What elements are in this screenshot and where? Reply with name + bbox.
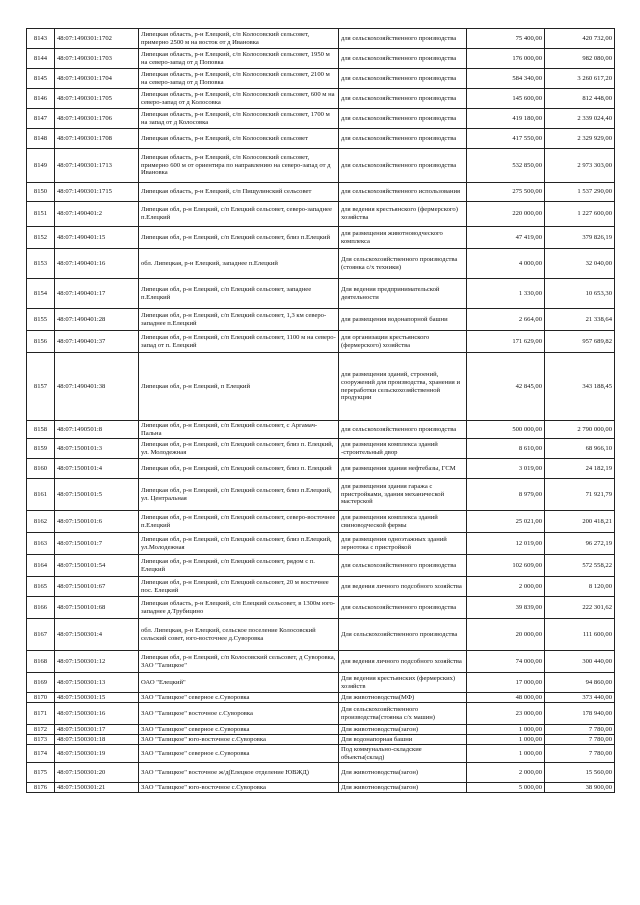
area-value-cell: 23 000,00 [467,703,545,725]
row-number-cell: 8171 [27,703,55,725]
permitted-use-cell: для ведения крестьянского (фермерского) хозяйства [339,202,467,227]
permitted-use-cell: Для животноводства(загон) [339,725,467,735]
table-row [27,533,615,555]
cadastral-number-cell: 48:07:1500101:4 [55,459,139,479]
address-cell: Липецкая обл, р-н Елецкий, с/п Елецкий сельсовет, с Аргамач-Пальна [139,421,339,439]
cadastral-number-cell: 48:07:1500301:20 [55,763,139,783]
cadastral-cost-cell: 24 182,19 [545,459,615,479]
address-cell: Липецкая область, р-н Елецкий, с/п Колосовский сельсовет, 600 м на северо-запад от д Колосовка [139,89,339,109]
row-number-cell: 8170 [27,693,55,703]
cadastral-cost-cell: 200 418,21 [545,511,615,533]
area-value-cell: 8 979,00 [467,479,545,511]
cadastral-cost-cell: 94 860,00 [545,673,615,693]
address-cell: Липецкая обл, р-н Елецкий, с/п Елецкий сельсовет, рядом с п. Елецкий [139,555,339,577]
table-row [27,69,615,89]
permitted-use-cell: для сельскохозяйственного производства [339,555,467,577]
permitted-use-cell: для организации крестьянского (фермерского) хозяйства [339,331,467,353]
area-value-cell: 47 419,00 [467,227,545,249]
area-value-cell: 42 845,00 [467,353,545,421]
cadastral-cost-cell: 15 560,00 [545,763,615,783]
permitted-use-cell: Для животноводства(загон) [339,763,467,783]
permitted-use-cell: Для сельскохозяйственного производства (стоянка с/х техники) [339,249,467,279]
address-cell: Липецкая обл, р-н Елецкий, с/п Елецкий сельсовет, северо-западнее п.Елецкий [139,202,339,227]
cadastral-cost-cell: 2 339 024,40 [545,109,615,129]
row-number-cell: 8165 [27,577,55,597]
area-value-cell: 1 000,00 [467,725,545,735]
cadastral-cost-cell: 71 921,79 [545,479,615,511]
cadastral-cost-cell: 2 329 929,00 [545,129,615,149]
address-cell: обл. Липецкая, р-н Елецкий, сельское поселение Колосовский сельский совет, юго-восточнее д.Суворовка [139,619,339,651]
permitted-use-cell: для ведения личного подсобного хозяйства [339,651,467,673]
area-value-cell: 500 000,00 [467,421,545,439]
permitted-use-cell: для размещения животноводческого комплекса [339,227,467,249]
address-cell: Липецкая обл, р-н Елецкий, с/п Елецкий сельсовет, близ п. Елецкий, ул. Молодежная [139,439,339,459]
table-row [27,353,615,421]
cadastral-cost-cell: 2 973 303,00 [545,149,615,183]
cadastral-cost-cell: 343 188,45 [545,353,615,421]
permitted-use-cell: для размещения зданий, строений, сооружений для производства, хранения и переработки сельскохозяйственной продукции [339,353,467,421]
table-row [27,511,615,533]
row-number-cell: 8166 [27,597,55,619]
cadastral-cost-cell: 2 790 000,00 [545,421,615,439]
area-value-cell: 74 000,00 [467,651,545,673]
permitted-use-cell: для размещения здания гаража с пристройками, здания механической мастерской [339,479,467,511]
cadastral-number-cell: 48:07:1490301:1708 [55,129,139,149]
row-number-cell: 8176 [27,783,55,793]
cadastral-cost-cell: 21 338,64 [545,309,615,331]
row-number-cell: 8149 [27,149,55,183]
table-row [27,309,615,331]
permitted-use-cell: Для сельскохозяйственного производства [339,619,467,651]
permitted-use-cell: Для ведения предпринимательской деятельности [339,279,467,309]
table-row [27,651,615,673]
table-row [27,479,615,511]
cadastral-number-cell: 48:07:1500101:5 [55,479,139,511]
row-number-cell: 8159 [27,439,55,459]
table-row [27,183,615,202]
area-value-cell: 417 550,00 [467,129,545,149]
table-row [27,29,615,49]
row-number-cell: 8147 [27,109,55,129]
cadastral-number-cell: 48:07:1500301:15 [55,693,139,703]
table-row [27,49,615,69]
address-cell: Липецкая обл, р-н Елецкий, с/п Елецкий сельсовет, западнее п.Елецкий [139,279,339,309]
table-row [27,459,615,479]
address-cell: Липецкая обл, р-н Елецкий, с/п Елецкий сельсовет, северо-восточнее п.Елецкий [139,511,339,533]
address-cell: ЗАО "Талицкое" юго-восточное с.Суворовка [139,783,339,793]
area-value-cell: 20 000,00 [467,619,545,651]
table-row [27,149,615,183]
table-row [27,89,615,109]
cadastral-number-cell: 48:07:1500301:13 [55,673,139,693]
permitted-use-cell: для сельскохозяйственного производства [339,597,467,619]
area-value-cell: 12 019,00 [467,533,545,555]
address-cell: ОАО "Елецкий" [139,673,339,693]
address-cell: Липецкая обл, р-н Елецкий, с/п Елецкий сельсовет, близ п.Елецкий [139,227,339,249]
cadastral-cost-cell: 38 900,00 [545,783,615,793]
cadastral-number-cell: 48:07:1500301:21 [55,783,139,793]
permitted-use-cell: для сельскохозяйственного производства [339,29,467,49]
cadastral-cost-cell: 7 780,00 [545,745,615,763]
row-number-cell: 8157 [27,353,55,421]
cadastral-cost-cell: 300 440,00 [545,651,615,673]
table-row [27,703,615,725]
cadastral-number-cell: 48:07:1490401:28 [55,309,139,331]
table-row [27,129,615,149]
cadastral-number-cell: 48:07:1500101:54 [55,555,139,577]
permitted-use-cell: для сельскохозяйственного производства [339,421,467,439]
address-cell: Липецкая обл, р-н Елецкий, с/п Елецкий сельсовет, 1100 м на северо-запад от п. Елецкий [139,331,339,353]
permitted-use-cell: для размещения здания нефтебазы, ГСМ [339,459,467,479]
row-number-cell: 8150 [27,183,55,202]
address-cell: ЗАО "Талицкое" восточное с.Суворовка [139,703,339,725]
permitted-use-cell: Для животноводства(загон) [339,783,467,793]
row-number-cell: 8146 [27,89,55,109]
cadastral-cost-cell: 379 826,19 [545,227,615,249]
row-number-cell: 8154 [27,279,55,309]
area-value-cell: 2 000,00 [467,577,545,597]
address-cell: ЗАО "Талицкое" юго-восточное с.Суворовка [139,735,339,745]
area-value-cell: 48 000,00 [467,693,545,703]
cadastral-number-cell: 48:07:1500301:12 [55,651,139,673]
cadastral-number-cell: 48:07:1500101:68 [55,597,139,619]
row-number-cell: 8153 [27,249,55,279]
cadastral-number-cell: 48:07:1500301:4 [55,619,139,651]
address-cell: Липецкая обл, р-н Елецкий, с/п Колосовский сельсовет, д Суворовка, ЗАО "Талицкое" [139,651,339,673]
table-row [27,227,615,249]
address-cell: Липецкая область, р-н Елецкий, с/п Колосовский сельсовет [139,129,339,149]
cadastral-cost-cell: 373 440,00 [545,693,615,703]
area-value-cell: 2 664,00 [467,309,545,331]
row-number-cell: 8151 [27,202,55,227]
area-value-cell: 8 610,00 [467,439,545,459]
area-value-cell: 5 000,00 [467,783,545,793]
area-value-cell: 4 000,00 [467,249,545,279]
table-row [27,331,615,353]
cadastral-number-cell: 48:07:1490401:15 [55,227,139,249]
permitted-use-cell: для сельскохозяйственного производства [339,109,467,129]
permitted-use-cell: для размещения одноэтажных зданий зернотока с пристройкой [339,533,467,555]
cadastral-cost-cell: 3 260 617,20 [545,69,615,89]
cadastral-cost-cell: 572 558,22 [545,555,615,577]
permitted-use-cell: Под коммунально-складские объекты(склад) [339,745,467,763]
table-row [27,783,615,793]
address-cell: Липецкая область, р-н Елецкий, с/п Колосовский сельсовет, 2100 м на северо-запад от д Поповка [139,69,339,89]
table-row [27,555,615,577]
row-number-cell: 8143 [27,29,55,49]
row-number-cell: 8161 [27,479,55,511]
address-cell: Липецкая обл, р-н Елецкий, п Елецкий [139,353,339,421]
permitted-use-cell: для сельскохозяйственного производства [339,69,467,89]
table-row [27,745,615,763]
row-number-cell: 8174 [27,745,55,763]
table-row [27,673,615,693]
cadastral-cost-cell: 982 080,00 [545,49,615,69]
row-number-cell: 8172 [27,725,55,735]
area-value-cell: 171 629,00 [467,331,545,353]
area-value-cell: 532 850,00 [467,149,545,183]
table-row [27,725,615,735]
cadastral-cost-cell: 68 966,10 [545,439,615,459]
cadastral-number-cell: 48:07:1490301:1705 [55,89,139,109]
area-value-cell: 419 180,00 [467,109,545,129]
permitted-use-cell: для сельскохозяйственного использования [339,183,467,202]
table-row [27,577,615,597]
address-cell: Липецкая обл, р-н Елецкий, с/п Елецкий сельсовет, 1,3 км северо-западнее п.Елецкий [139,309,339,331]
area-value-cell: 275 500,00 [467,183,545,202]
land-parcel-table [26,28,615,793]
row-number-cell: 8169 [27,673,55,693]
cadastral-number-cell: 48:07:1500301:16 [55,703,139,725]
address-cell: Липецкая область, р-н Елецкий, с/п Колосовский сельсовет, примерно 2500 м на восток от д Ивановка [139,29,339,49]
cadastral-cost-cell: 812 448,00 [545,89,615,109]
cadastral-number-cell: 48:07:1490401:37 [55,331,139,353]
permitted-use-cell: для размещения комплекса зданий свиноводческой фермы [339,511,467,533]
table-row [27,439,615,459]
area-value-cell: 1 000,00 [467,735,545,745]
table-row [27,109,615,129]
cadastral-cost-cell: 957 689,82 [545,331,615,353]
area-value-cell: 75 400,00 [467,29,545,49]
address-cell: Липецкая область, р-н Елецкий, с/п Колосовский сельсовет, примерно 600 м от ориентира по направлению на северо-запад от д Ивановка [139,149,339,183]
area-value-cell: 17 000,00 [467,673,545,693]
table-row [27,735,615,745]
cadastral-cost-cell: 96 272,19 [545,533,615,555]
permitted-use-cell: Для водонапорная башни [339,735,467,745]
area-value-cell: 176 000,00 [467,49,545,69]
table-row [27,693,615,703]
table-row [27,421,615,439]
document-page [26,28,614,793]
row-number-cell: 8144 [27,49,55,69]
area-value-cell: 145 600,00 [467,89,545,109]
cadastral-number-cell: 48:07:1490301:1706 [55,109,139,129]
cadastral-cost-cell: 10 653,30 [545,279,615,309]
row-number-cell: 8167 [27,619,55,651]
cadastral-number-cell: 48:07:1500301:18 [55,735,139,745]
row-number-cell: 8163 [27,533,55,555]
row-number-cell: 8152 [27,227,55,249]
area-value-cell: 584 340,00 [467,69,545,89]
address-cell: Липецкая область, р-н Елецкий, с/п Пищулинский сельсовет [139,183,339,202]
address-cell: Липецкая область, р-н Елецкий, с/п Колосовский сельсовет, 1950 м на северо-запад от д Поповка [139,49,339,69]
row-number-cell: 8168 [27,651,55,673]
area-value-cell: 25 021,00 [467,511,545,533]
address-cell: обл. Липецкая, р-н Елецкий, западнее п.Елецкий [139,249,339,279]
cadastral-cost-cell: 8 120,00 [545,577,615,597]
cadastral-number-cell: 48:07:1500101:67 [55,577,139,597]
cadastral-number-cell: 48:07:1490401:2 [55,202,139,227]
cadastral-number-cell: 48:07:1500101:7 [55,533,139,555]
cadastral-number-cell: 48:07:1500301:17 [55,725,139,735]
cadastral-number-cell: 48:07:1490401:16 [55,249,139,279]
row-number-cell: 8175 [27,763,55,783]
cadastral-cost-cell: 1 227 600,00 [545,202,615,227]
table-row [27,619,615,651]
permitted-use-cell: для размещения комплекса зданий -строительный двор [339,439,467,459]
permitted-use-cell: для размещения водонапорной башни [339,309,467,331]
cadastral-number-cell: 48:07:1490301:1713 [55,149,139,183]
permitted-use-cell: Для животноводства(МФ) [339,693,467,703]
address-cell: Липецкая область, р-н Елецкий, с/п Елецкий сельсовет, в 1300м юго-западнее д.Трубицино [139,597,339,619]
table-row [27,249,615,279]
cadastral-number-cell: 48:07:1490501:8 [55,421,139,439]
permitted-use-cell: для сельскохозяйственного производства [339,89,467,109]
address-cell: ЗАО "Талицкое" северное с.Суворовка [139,693,339,703]
address-cell: Липецкая обл, р-н Елецкий, с/п Елецкий сельсовет, близ п.Елецкий, ул. Центральная [139,479,339,511]
table-row [27,597,615,619]
address-cell: Липецкая обл, р-н Елецкий, с/п Елецкий сельсовет, близ п.Елецкий, ул.Молодежная [139,533,339,555]
cadastral-number-cell: 48:07:1500101:3 [55,439,139,459]
permitted-use-cell: Для сельскохозяйственного производства(стоянка с/х машин) [339,703,467,725]
cadastral-number-cell: 48:07:1490301:1715 [55,183,139,202]
cadastral-number-cell: 48:07:1490401:38 [55,353,139,421]
cadastral-cost-cell: 420 732,00 [545,29,615,49]
address-cell: ЗАО "Талицкое" северное с.Суворовка [139,725,339,735]
cadastral-cost-cell: 1 537 290,00 [545,183,615,202]
row-number-cell: 8162 [27,511,55,533]
cadastral-cost-cell: 111 600,00 [545,619,615,651]
area-value-cell: 39 839,00 [467,597,545,619]
area-value-cell: 3 019,00 [467,459,545,479]
row-number-cell: 8145 [27,69,55,89]
row-number-cell: 8155 [27,309,55,331]
address-cell: Липецкая обл, р-н Елецкий, с/п Елецкий сельсовет, близ п. Елецкий [139,459,339,479]
address-cell: Липецкая обл, р-н Елецкий, с/п Елецкий сельсовет, 20 м восточнее пос. Елецкий [139,577,339,597]
row-number-cell: 8160 [27,459,55,479]
address-cell: Липецкая область, р-н Елецкий, с/п Колосовский сельсовет, 1700 м на запад от д Колосовка [139,109,339,129]
table-body [27,29,615,793]
table-row [27,202,615,227]
cadastral-cost-cell: 222 301,62 [545,597,615,619]
cadastral-cost-cell: 7 780,00 [545,735,615,745]
area-value-cell: 220 000,00 [467,202,545,227]
cadastral-number-cell: 48:07:1500301:19 [55,745,139,763]
row-number-cell: 8173 [27,735,55,745]
permitted-use-cell: для сельскохозяйственного производства [339,129,467,149]
cadastral-cost-cell: 32 040,00 [545,249,615,279]
permitted-use-cell: Для ведения крестьянских (фермерских) хозяйств [339,673,467,693]
area-value-cell: 1 000,00 [467,745,545,763]
table-row [27,763,615,783]
row-number-cell: 8148 [27,129,55,149]
cadastral-number-cell: 48:07:1490301:1703 [55,49,139,69]
area-value-cell: 1 330,00 [467,279,545,309]
permitted-use-cell: для сельскохозяйственного производства [339,49,467,69]
row-number-cell: 8156 [27,331,55,353]
cadastral-number-cell: 48:07:1490401:17 [55,279,139,309]
area-value-cell: 102 609,00 [467,555,545,577]
cadastral-cost-cell: 7 780,00 [545,725,615,735]
permitted-use-cell: для ведения личного подсобного хозяйства [339,577,467,597]
row-number-cell: 8158 [27,421,55,439]
row-number-cell: 8164 [27,555,55,577]
cadastral-number-cell: 48:07:1490301:1704 [55,69,139,89]
cadastral-number-cell: 48:07:1490301:1702 [55,29,139,49]
address-cell: ЗАО "Талицкое" северное с.Суворовка [139,745,339,763]
permitted-use-cell: для сельскохозяйственного производства [339,149,467,183]
cadastral-cost-cell: 178 940,00 [545,703,615,725]
address-cell: ЗАО "Талицкое" восточное ж/д(Елецкое отделение ЮВЖД) [139,763,339,783]
cadastral-number-cell: 48:07:1500101:6 [55,511,139,533]
area-value-cell: 2 000,00 [467,763,545,783]
table-row [27,279,615,309]
